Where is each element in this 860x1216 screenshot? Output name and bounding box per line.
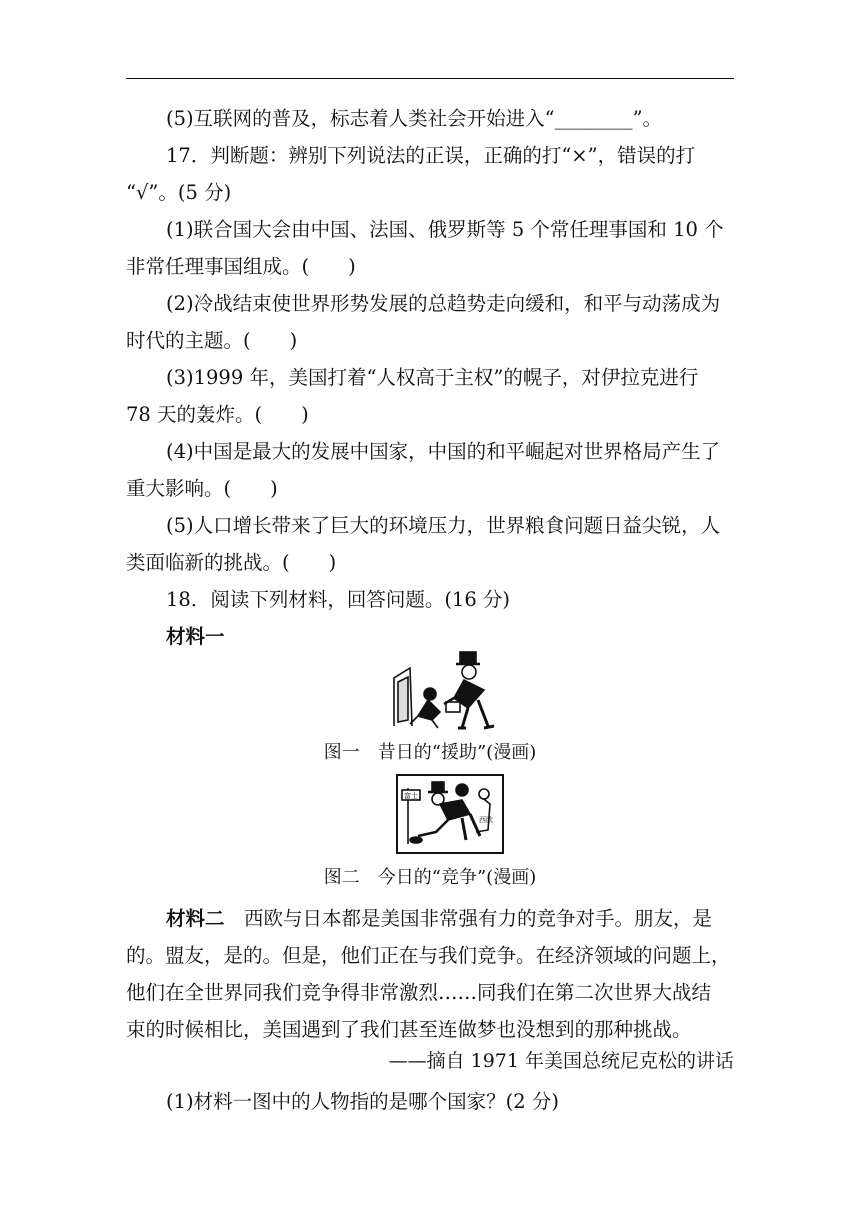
q17-item-2-line1: (2)冷战结束使世界形势发展的总趋势走向缓和，和平与动荡成为 (166, 292, 721, 315)
material-2-line4: 束的时候相比，美国遇到了我们甚至连做梦也没想到的那种挑战。 (126, 1018, 692, 1041)
material-2-label: 材料二 (166, 907, 225, 930)
q17-item-1-line2: 非常任理事国组成。( ) (126, 255, 356, 278)
q17-item-2-line2: 时代的主题。( ) (126, 329, 298, 352)
q17-item-1-line1: (1)联合国大会由中国、法国、俄罗斯等 5 个常任理事国和 10 个 (166, 218, 724, 241)
material-2-text-1: 西欧与日本都是美国非常强有力的竞争对手。朋友，是 (224, 907, 713, 930)
q17-item-3-line2: 78 天的轰炸。( ) (126, 403, 309, 426)
cartoon-competition-image (396, 774, 504, 854)
figure-2-caption: 图二 今日的“竞争”(漫画) (323, 867, 537, 888)
material-2-line2: 的。盟友，是的。但是，他们正在与我们竞争。在经济领域的问题上， (126, 944, 731, 967)
material-2-line1 (126, 900, 734, 937)
figure-1-caption: 图一 昔日的“援助”(漫画) (323, 742, 537, 763)
q18-item-1: (1)材料一图中的人物指的是哪个国家？(2 分) (166, 1090, 559, 1113)
material-1-label: 材料一 (166, 625, 225, 648)
q17-item-4-line2: 重大影响。( ) (126, 477, 278, 500)
cartoon-sign-text: 富士 (404, 792, 418, 800)
q17-stem-line1: 17．判断题：辨别下列说法的正误，正确的打“×”，错误的打 (166, 144, 696, 167)
cartoon-aid-image (388, 650, 502, 732)
material-2-source: ——摘自 1971 年美国总统尼克松的讲话 (388, 1050, 734, 1072)
q17-item-3-line1: (3)1999 年，美国打着“人权高于主权”的幌子，对伊拉克进行 (166, 366, 699, 389)
q17-item-5-line1: (5)人口增长带来了巨大的环境压力，世界粮食问题日益尖锐，人 (166, 514, 721, 537)
header-rule (126, 78, 734, 79)
material-2-line3: 他们在全世界同我们竞争得非常激烈……同我们在第二次世界大战结 (126, 981, 712, 1004)
q17-item-4-line1: (4)中国是最大的发展中国家，中国的和平崛起对世界格局产生了 (166, 440, 721, 463)
q16-item-5: (5)互联网的普及，标志着人类社会开始进入“________”。 (166, 107, 663, 130)
cartoon-figure-label: 西欧 (479, 816, 493, 824)
q18-stem: 18．阅读下列材料，回答问题。(16 分) (166, 588, 511, 611)
q17-item-5-line2: 类面临新的挑战。( ) (126, 551, 337, 574)
q17-stem-line2: “√”。(5 分) (126, 181, 232, 204)
